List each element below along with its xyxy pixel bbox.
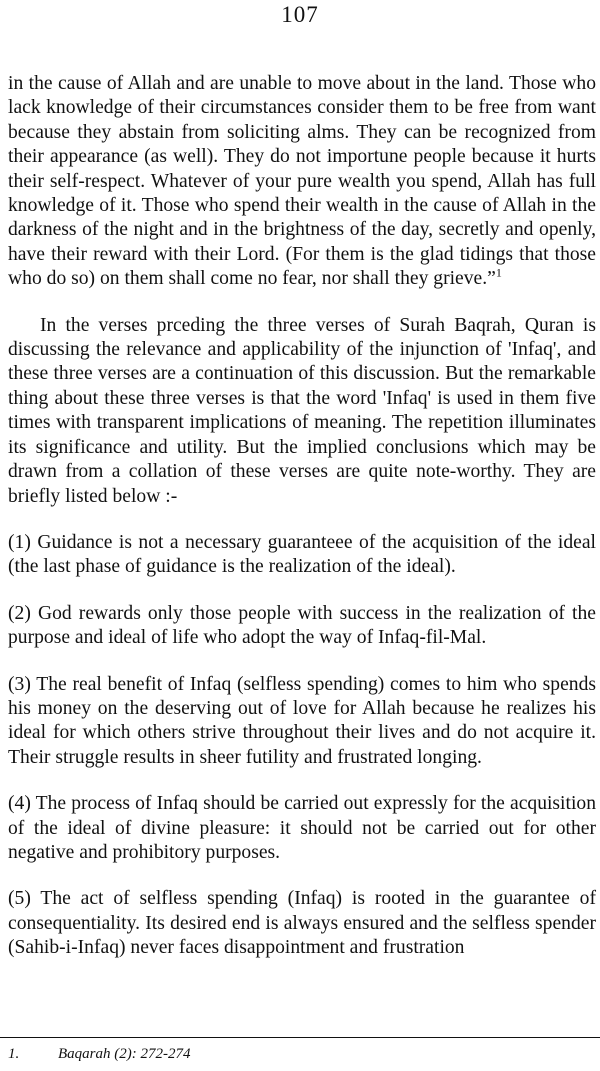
- footnote: [8, 1046, 190, 1063]
- numbered-point-5: (5) The act of selfless spending (Infaq) is rooted in the guarantee of consequentiality. Its desired end is always ensured and the selfless spender (Sahib-i-Infaq) never faces disappointment and frustration: [8, 888, 596, 959]
- footnote-reference: 1: [495, 265, 502, 280]
- numbered-point-3: (3) The real benefit of Infaq (selfless spending) comes to him who spends his money on the deserving out of love for Allah because he realizes his ideal for which others strive throughout their lives and do not acquire it. Their struggle results in sheer futility and frustrated longing.: [8, 673, 596, 768]
- paragraph-quote-continuation: [8, 72, 596, 292]
- footnote-text: Baqarah (2): 272-274: [58, 1046, 191, 1062]
- paragraph-discussion: In the verses prceding the three verses of Surah Baqrah, Quran is discussing the relevance and applicability of the injunction of 'Infaq', and these three verses are a continuation of this discussion. But the remarkable thing about these three verses is that the word 'Infaq' is used in them five times with transparent implications of meaning. The repetition illuminates its significance and utility. But the implied conclusions which may be drawn from a collation of these verses are quite note-worthy. They are briefly listed below :-: [8, 314, 596, 507]
- numbered-point-4: (4) The process of Infaq should be carried out expressly for the acquisition of the ideal of divine pleasure: it should not be carried out for other negative and prohibitory purposes.: [8, 793, 596, 863]
- paragraph-text: in the cause of Allah and are unable to move about in the land. Those who lack knowledge of their circumstances consider them to be free from want because they abstain from soliciting alms. They can be recognized from their appearance (as well). They do not importune people because it hurts their self-respect. Whatever of your pure wealth you spend, Allah has full knowledge of it. Those who spend their wealth in the cause of Allah in the darkness of the night and in the brightness of the day, secretly and openly, have their reward with their Lord. (For them is the glad tidings that those who do so) on them shall come no fear, nor shall they grieve.”: [8, 73, 596, 290]
- footnote-divider: [0, 1037, 600, 1038]
- numbered-point-1: (1) Guidance is not a necessary guaranteee of the acquisition of the ideal (the last phase of guidance is the realization of the ideal).: [8, 531, 596, 578]
- numbered-point-2: (2) God rewards only those people with success in the realization of the purpose and ideal of life who adopt the way of Infaq-fil-Mal.: [8, 602, 596, 649]
- footnote-number: 1.: [8, 1046, 20, 1062]
- page-number: 107: [281, 2, 319, 27]
- page-body: [8, 72, 596, 983]
